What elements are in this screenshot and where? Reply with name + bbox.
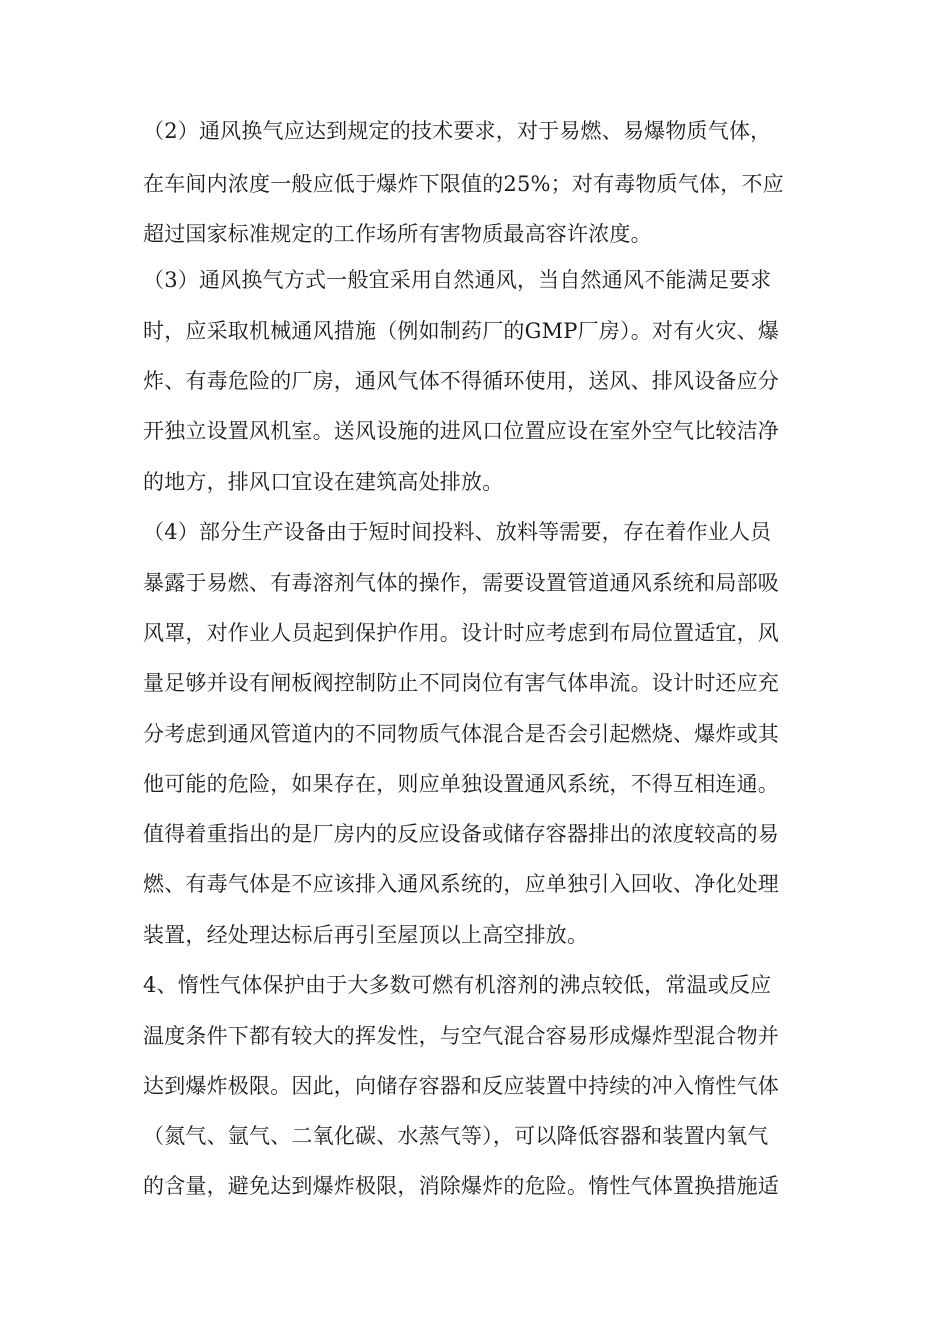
text-line: 值得着重指出的是厂房内的反应设备或储存容器排出的浓度较高的易 <box>143 822 779 846</box>
text-line: 超过国家标准规定的工作场所有害物质最高容许浓度。 <box>143 222 652 246</box>
text-line: 燃、有毒气体是不应该排入通风系统的，应单独引入回收、净化处理 <box>143 872 779 896</box>
text-line: （2）通风换气应达到规定的技术要求，对于易燃、易爆物质气体， <box>143 119 772 143</box>
text-line: 温度条件下都有较大的挥发性，与空气混合容易形成爆炸型混合物并 <box>143 1024 779 1048</box>
text-line: 他可能的危险，如果存在，则应单独设置通风系统，不得互相连通。 <box>143 772 779 796</box>
text-line: 在车间内浓度一般应低于爆炸下限值的25%；对有毒物质气体，不应 <box>143 172 784 196</box>
text-line: 炸、有毒危险的厂房，通风气体不得循环使用，送风、排风设备应分 <box>143 369 779 393</box>
text-line: （氮气、氩气、二氧化碳、水蒸气等），可以降低容器和装置内氧气 <box>143 1124 769 1148</box>
text-line: 4、惰性气体保护由于大多数可燃有机溶剂的沸点较低，常温或反应 <box>143 973 772 997</box>
text-line: 装置，经处理达标后再引至屋顶以上高空排放。 <box>143 923 589 947</box>
text-line: 风罩，对作业人员起到保护作用。设计时应考虑到布局位置适宜，风 <box>143 621 779 645</box>
text-line: （4）部分生产设备由于短时间投料、放料等需要，存在着作业人员 <box>143 520 772 544</box>
text-line: 的含量，避免达到爆炸极限，消除爆炸的危险。惰性气体置换措施适 <box>143 1174 779 1198</box>
text-line: 的地方，排风口宜设在建筑高处排放。 <box>143 470 504 494</box>
text-line: （3）通风换气方式一般宜采用自然通风，当自然通风不能满足要求 <box>143 268 772 292</box>
text-line: 分考虑到通风管道内的不同物质气体混合是否会引起燃烧、爆炸或其 <box>143 722 779 746</box>
text-line: 开独立设置风机室。送风设施的进风口位置应设在室外空气比较洁净 <box>143 419 779 443</box>
text-line: 暴露于易燃、有毒溶剂气体的操作，需要设置管道通风系统和局部吸 <box>143 571 779 595</box>
text-line: 达到爆炸极限。因此，向储存容器和反应装置中持续的冲入惰性气体 <box>143 1074 779 1098</box>
text-line: 时，应采取机械通风措施（例如制药厂的GMP厂房）。对有火灾、爆 <box>143 319 780 343</box>
text-line: 量足够并设有闸板阀控制防止不同岗位有害气体串流。设计时还应充 <box>143 671 779 695</box>
